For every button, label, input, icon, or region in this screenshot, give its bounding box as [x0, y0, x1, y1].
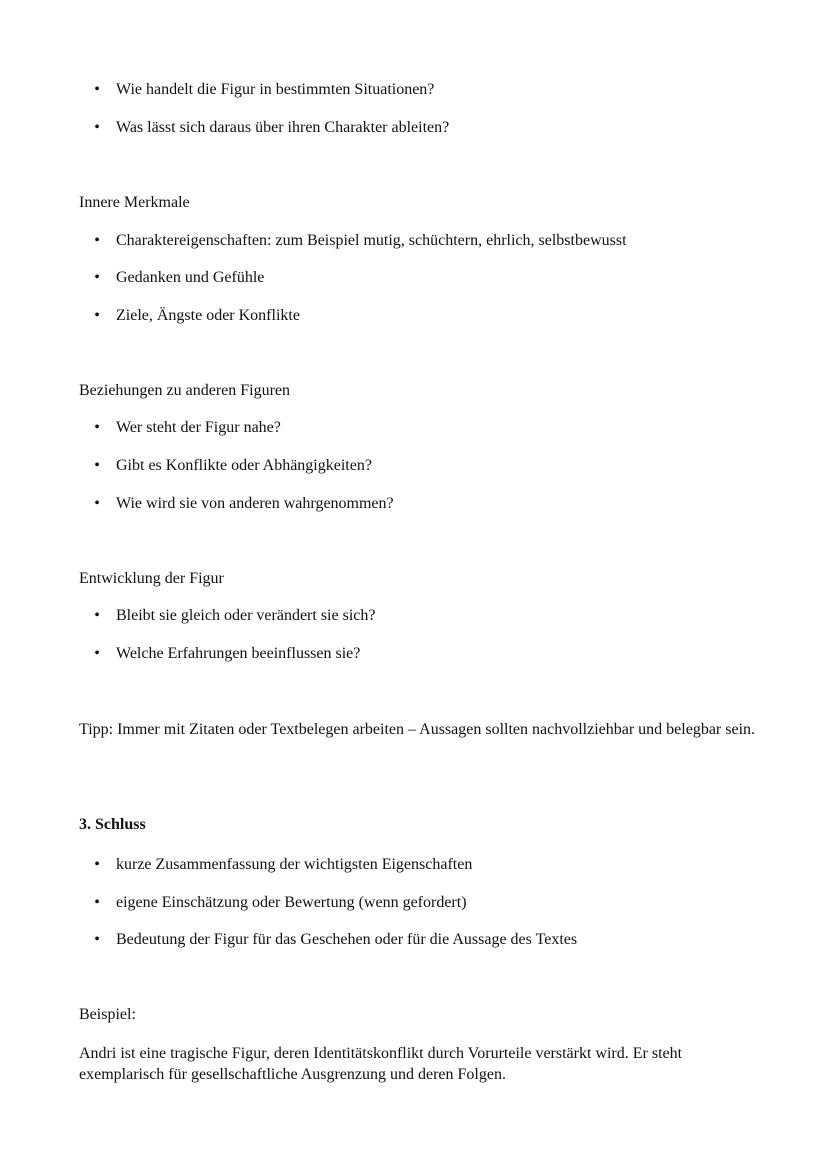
- list-item: kurze Zusammenfassung der wichtigsten Eigenschaften: [116, 856, 473, 873]
- section-heading-inner: Innere Merkmale: [79, 194, 190, 211]
- list-item: Wie handelt die Figur in bestimmten Situationen?: [116, 81, 435, 98]
- list-item: Wer steht der Figur nahe?: [116, 419, 281, 436]
- section-heading-conclusion: 3. Schluss: [79, 816, 146, 833]
- list-item: Welche Erfahrungen beeinflussen sie?: [116, 645, 361, 662]
- bullet-marker: •: [94, 607, 100, 624]
- bullet-marker: •: [94, 307, 100, 324]
- bullet-marker: •: [94, 495, 100, 512]
- section-heading-relations: Beziehungen zu anderen Figuren: [79, 382, 291, 399]
- list-item: Charaktereigenschaften: zum Beispiel mutig, schüchtern, ehrlich, selbstbewusst: [116, 232, 627, 249]
- example-paragraph: Andri ist eine tragische Figur, deren Identitätskonflikt durch Vorurteile verstärkt wird. Er steht exemplarisch für gesellschaftliche Ausgrenzung und deren Folgen.: [79, 1045, 683, 1083]
- list-item: Was lässt sich daraus über ihren Charakter ableiten?: [116, 119, 450, 136]
- bullet-marker: •: [94, 645, 100, 662]
- bullet-marker: •: [94, 894, 100, 911]
- bullet-marker: •: [94, 119, 100, 136]
- example-label: Beispiel:: [79, 1006, 136, 1023]
- list-item: Ziele, Ängste oder Konflikte: [116, 307, 300, 324]
- bullet-marker: •: [94, 232, 100, 249]
- list-item: Bleibt sie gleich oder verändert sie sich?: [116, 607, 376, 624]
- bullet-marker: •: [94, 931, 100, 948]
- list-item: eigene Einschätzung oder Bewertung (wenn gefordert): [116, 894, 467, 911]
- list-item: Bedeutung der Figur für das Geschehen oder für die Aussage des Textes: [116, 931, 578, 948]
- bullet-marker: •: [94, 81, 100, 98]
- list-item: Gedanken und Gefühle: [116, 269, 265, 286]
- section-heading-development: Entwicklung der Figur: [79, 570, 224, 587]
- tip-paragraph: Tipp: Immer mit Zitaten oder Textbelegen arbeiten – Aussagen sollten nachvollziehbar und belegbar sein.: [79, 721, 756, 738]
- list-item: Wie wird sie von anderen wahrgenommen?: [116, 495, 394, 512]
- bullet-marker: •: [94, 269, 100, 286]
- bullet-marker: •: [94, 856, 100, 873]
- bullet-marker: •: [94, 419, 100, 436]
- bullet-marker: •: [94, 457, 100, 474]
- list-item: Gibt es Konflikte oder Abhängigkeiten?: [116, 457, 372, 474]
